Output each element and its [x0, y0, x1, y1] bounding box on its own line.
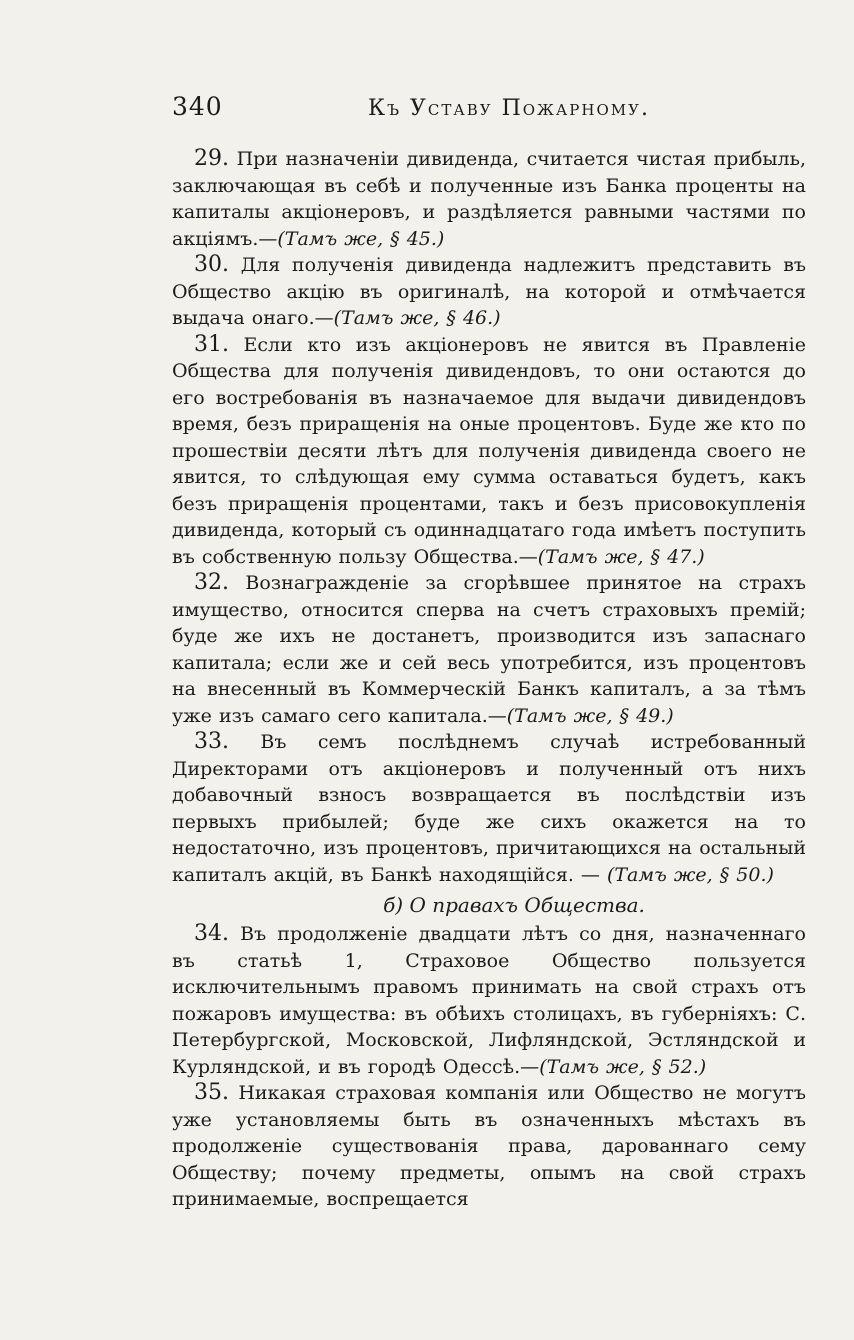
page	[172, 92, 806, 1213]
page-number: 340	[172, 92, 223, 121]
paragraph-number: 30.	[194, 252, 229, 277]
paragraph-text: Въ семъ послѣднемъ случаѣ истребованный Директорами отъ акціонеровъ и полученный отъ нихъ добавочный взносъ возвращается въ послѣдствіи изъ первыхъ прибылей; буде же сихъ окажется на то недостаточно, изъ процентовъ, причитающихся на остальный капиталъ акцій, въ Банкѣ находящійся. —	[172, 731, 806, 886]
paragraph-text: Если кто изъ акціонеровъ не явится въ Правленіе Общества для полученія дивидендовъ, то они остаются до его востребованія въ назначаемое для выдачи дивидендовъ время, безъ приращенія на оные процентовъ. Буде же кто по прошествіи десяти лѣтъ для полученія дивиденда своего не явится, то слѣдующая ему сумма оставаться будетъ, какъ безъ приращенія процентами, такъ и безъ присовокупленія дивиденда, который съ одиннадцатаго года имѣетъ поступить въ собственную пользу Общества.—	[172, 333, 806, 568]
paragraph-35	[172, 1080, 806, 1213]
section-heading: б) О правахъ Общества.	[383, 893, 645, 917]
paragraph-29	[172, 146, 806, 252]
paragraph-number: 33.	[194, 729, 229, 754]
paragraph-31	[172, 332, 806, 571]
paragraph-30	[172, 252, 806, 332]
paragraph-number: 35.	[194, 1080, 229, 1105]
paragraph-reference: (Тамъ же, § 52.)	[539, 1055, 707, 1078]
paragraph-reference: (Тамъ же, § 45.)	[277, 227, 445, 250]
running-head: Къ Уставу Пожарному.	[368, 96, 650, 121]
paragraph-32	[172, 570, 806, 729]
paragraph-reference: (Тамъ же, § 50.)	[606, 863, 774, 886]
page-header	[172, 92, 806, 132]
paragraph-number: 31.	[194, 331, 229, 357]
paragraph-number: 32.	[194, 570, 229, 595]
paragraph-text: Для полученія дивиденда надлежитъ представить въ Общество акцію въ оригиналѣ, на которой и отмѣчается выдача онаго.—	[172, 254, 807, 329]
paragraph-text: При назначеніи дивиденда, считается чистая прибыль, заключающая въ себѣ и полученные изъ Банка проценты на капиталы акціонеровъ, и раздѣляется равными частями по акціямъ.—	[172, 148, 806, 250]
paragraph-reference: (Тамъ же, § 47.)	[537, 545, 705, 568]
paragraph-number: 29.	[194, 146, 229, 171]
paragraph-text: Вознагражденіе за сгорѣвшее принятое на страхъ имущество, относится сперва на счетъ страховыхъ премій; буде же ихъ не достанетъ, производится изъ запаснаго капитала; если же и сей весь употребится, изъ процентовъ на внесенный въ Коммерческій Банкъ капиталъ, а за тѣмъ уже изъ самаго сего капитала.—	[172, 572, 806, 727]
paragraph-33	[172, 729, 806, 888]
paragraph-reference: (Тамъ же, § 46.)	[333, 307, 501, 329]
paragraph-text: Никакая страховая компанія или Общество не могутъ уже установляемы быть въ означенныхъ мѣстахъ въ продолженіе существованія права, дарованнаго сему Обществу; почему предметы, опымъ на свой страхъ принимаемые, воспрещается	[172, 1082, 806, 1210]
paragraph-34	[172, 921, 806, 1080]
paragraph-reference: (Тамъ же, § 49.)	[506, 704, 674, 727]
paragraph-text: Въ продолженіе двадцати лѣтъ со дня, назначеннаго въ статьѣ 1, Страховое Общество пользуется исключительнымъ правомъ принимать на свой страхъ отъ пожаровъ имущества: въ обѣихъ столицахъ, въ губерніяхъ: С. Петербургской, Московской, Лифляндской, Эстляндской и Курляндской, и въ городѣ Одессѣ.—	[172, 923, 806, 1078]
paragraph-number: 34.	[194, 921, 229, 946]
